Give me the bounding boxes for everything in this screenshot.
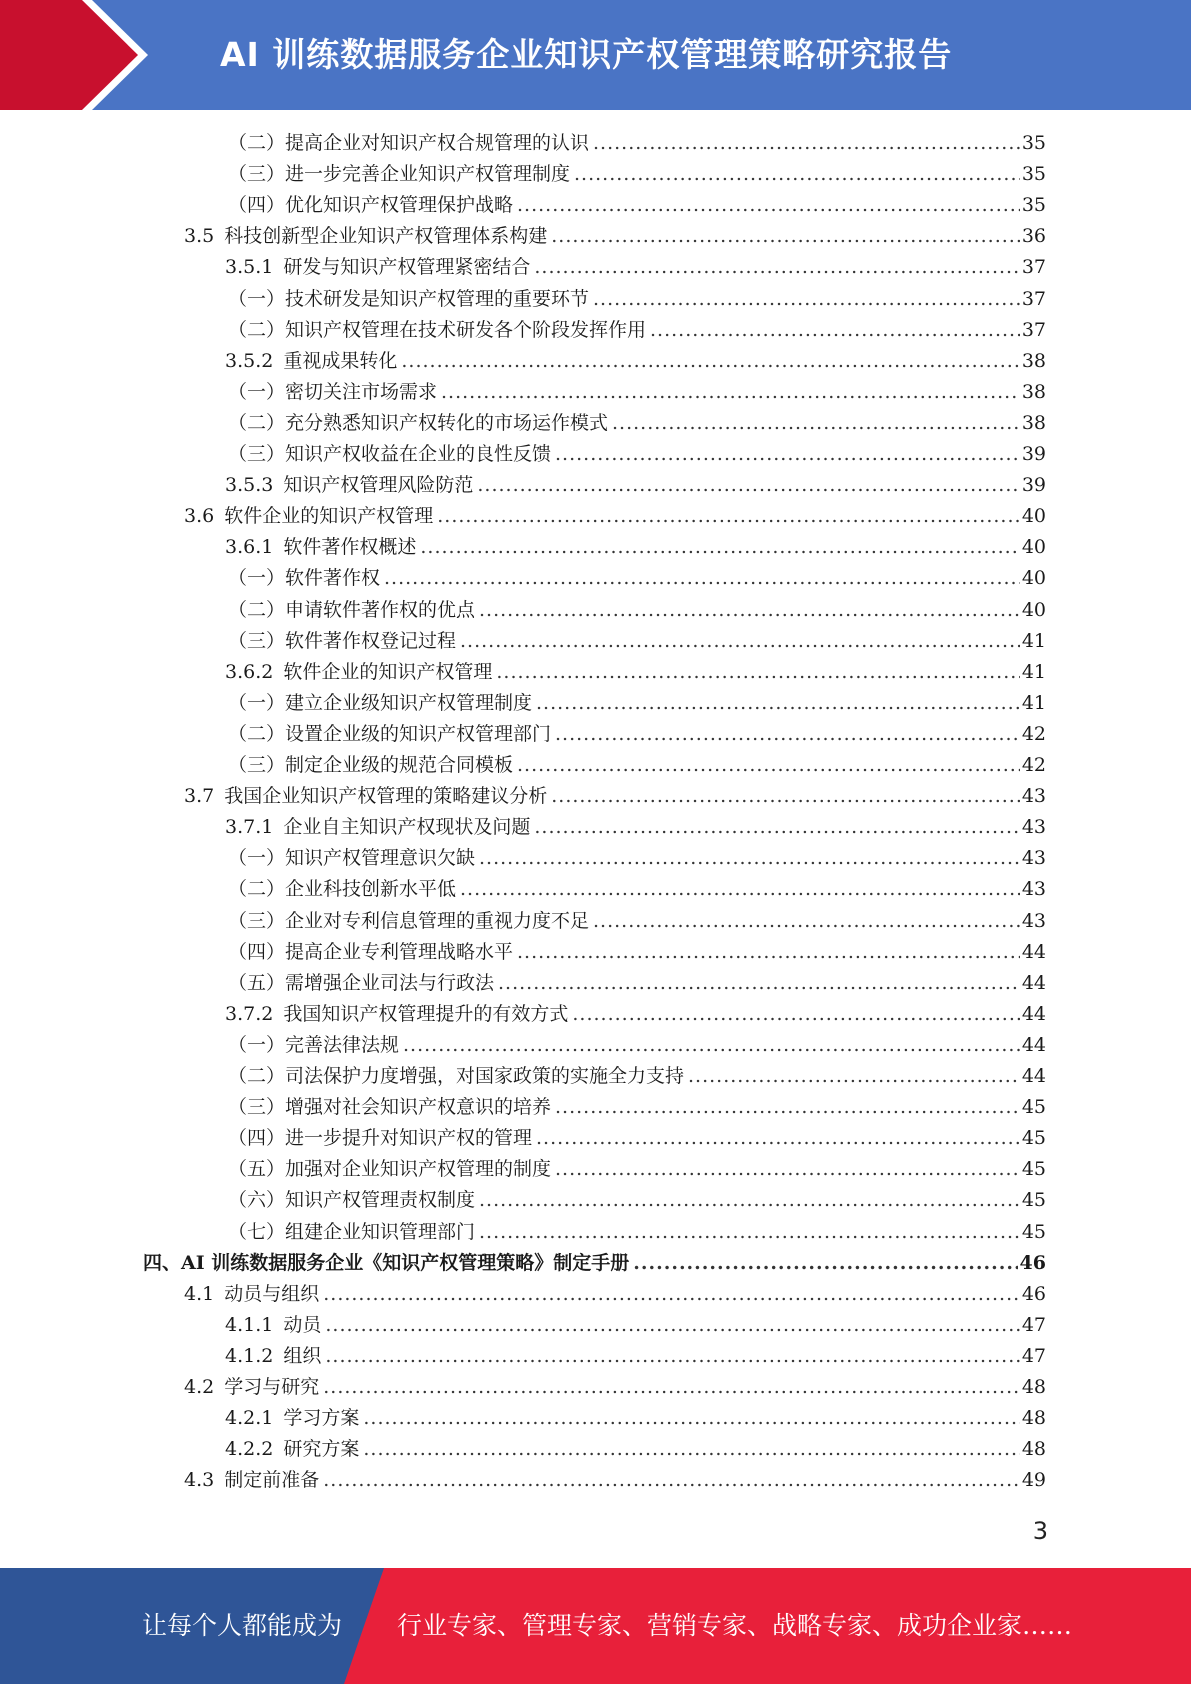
toc-leader-dots xyxy=(574,159,1020,190)
toc-entry-label: 重视成果转化 xyxy=(283,349,398,372)
toc-leader-dots xyxy=(441,377,1020,408)
toc-entry-number: 3.7.1 xyxy=(225,816,274,839)
toc-entry[interactable] xyxy=(184,221,1046,252)
toc-entry[interactable] xyxy=(225,346,1046,377)
toc-entry-page: 45 xyxy=(1021,1189,1046,1212)
toc-entry[interactable] xyxy=(228,688,1046,719)
footer-band xyxy=(0,1568,1191,1684)
toc-entry[interactable] xyxy=(228,874,1046,905)
toc-leader-dots xyxy=(517,937,1020,968)
toc-entry[interactable] xyxy=(228,843,1046,874)
toc-entry[interactable] xyxy=(228,1092,1046,1123)
toc-leader-dots xyxy=(593,284,1020,315)
toc-leader-dots xyxy=(323,1465,1020,1496)
toc-entry-page: 49 xyxy=(1021,1469,1046,1492)
toc-entry-label: 软件著作权概述 xyxy=(283,536,417,559)
toc-entry-page: 37 xyxy=(1021,256,1046,279)
toc-entry-page: 39 xyxy=(1021,474,1046,497)
toc-entry-label: （三）进一步完善企业知识产权管理制度 xyxy=(228,163,571,186)
toc-entry-number: 3.7.2 xyxy=(225,1002,274,1025)
toc-entry-label: （二）提高企业对知识产权合规管理的认识 xyxy=(228,132,590,154)
toc-leader-dots xyxy=(325,1310,1019,1341)
toc-entry-number: 3.6.2 xyxy=(225,660,274,683)
toc-leader-dots xyxy=(496,657,1019,688)
toc-entry[interactable] xyxy=(184,1279,1046,1310)
toc-entry[interactable] xyxy=(228,1061,1046,1092)
toc-entry-label: 知识产权管理风险防范 xyxy=(283,474,474,497)
toc-entry-label: （二）充分熟悉知识产权转化的市场运作模式 xyxy=(228,411,609,434)
page-number: 3 xyxy=(1032,1517,1048,1545)
toc-leader-dots xyxy=(555,719,1020,750)
toc-entry-page: 43 xyxy=(1021,847,1046,870)
toc-leader-dots xyxy=(363,1434,1019,1465)
toc-entry-label: （二）知识产权管理在技术研发各个阶段发挥作用 xyxy=(228,318,647,341)
toc-entry[interactable] xyxy=(228,315,1046,346)
toc-entry-page: 38 xyxy=(1021,380,1046,403)
toc-entry-page: 36 xyxy=(1021,225,1046,248)
toc-entry[interactable] xyxy=(228,595,1046,626)
toc-entry-label: 动员 xyxy=(283,1313,322,1336)
toc-leader-dots xyxy=(323,1279,1020,1310)
toc-entry[interactable] xyxy=(225,252,1046,283)
toc-entry-label: 企业自主知识产权现状及问题 xyxy=(283,816,531,839)
toc-entry-number: 3.5.1 xyxy=(225,256,274,279)
toc-entry-page: 45 xyxy=(1021,1220,1046,1243)
toc-entry-label: （一）密切关注市场需求 xyxy=(228,380,438,403)
toc-leader-dots xyxy=(555,1092,1020,1123)
toc-leader-dots xyxy=(479,843,1020,874)
toc-entry-label: （一）建立企业级知识产权管理制度 xyxy=(228,691,533,714)
toc-leader-dots xyxy=(401,346,1019,377)
toc-leader-dots xyxy=(551,221,1020,252)
toc-entry[interactable] xyxy=(228,159,1046,190)
toc-leader-dots xyxy=(323,1372,1020,1403)
toc-leader-dots xyxy=(460,626,1020,657)
footer-roles: 行业专家、管理专家、营销专家、战略专家、成功企业家…… xyxy=(397,1611,1073,1640)
toc-entry-label: （四）优化知识产权管理保护战略 xyxy=(228,194,514,217)
toc-entry-label: （二）申请软件著作权的优点 xyxy=(228,598,476,621)
toc-entry[interactable] xyxy=(228,750,1046,781)
toc-entry[interactable] xyxy=(228,1030,1046,1061)
toc-entry[interactable] xyxy=(228,626,1046,657)
toc-entry-number: 3.5.3 xyxy=(225,474,274,497)
header-chevron-icon xyxy=(0,0,160,110)
toc-entry-page: 41 xyxy=(1021,660,1046,683)
toc-entry-page: 47 xyxy=(1021,1344,1046,1367)
toc-entry-label: （三）知识产权收益在企业的良性反馈 xyxy=(228,443,552,465)
toc-entry-page: 45 xyxy=(1021,1158,1046,1181)
toc-leader-dots xyxy=(498,968,1020,999)
toc-entry-page: 44 xyxy=(1021,1002,1046,1025)
toc-entry-page: 46 xyxy=(1021,1282,1046,1305)
toc-entry-label: （二）企业科技创新水平低 xyxy=(228,878,457,901)
toc-leader-dots xyxy=(650,315,1020,346)
toc-entry-label: 科技创新型企业知识产权管理体系构建 xyxy=(224,225,548,248)
toc-entry-label: 软件企业的知识产权管理 xyxy=(224,505,434,528)
toc-entry-page: 35 xyxy=(1021,132,1046,154)
toc-entry-label: （四）提高企业专利管理战略水平 xyxy=(228,940,514,963)
toc-entry-page: 44 xyxy=(1021,971,1046,994)
toc-entry-page: 40 xyxy=(1021,505,1046,528)
toc-entry[interactable] xyxy=(228,190,1046,221)
toc-entry-page: 46 xyxy=(1019,1251,1046,1274)
toc-entry-page: 35 xyxy=(1021,163,1046,186)
toc-entry-page: 41 xyxy=(1021,629,1046,652)
toc-entry-page: 43 xyxy=(1021,909,1046,932)
toc-entry[interactable] xyxy=(228,906,1046,937)
toc-entry-label: 四、AI 训练数据服务企业《知识产权管理策略》制定手册 xyxy=(143,1251,630,1274)
toc-entry-page: 48 xyxy=(1021,1407,1046,1430)
toc-entry[interactable] xyxy=(228,1123,1046,1154)
toc-leader-dots xyxy=(437,501,1020,532)
toc-entry-number: 4.1.2 xyxy=(225,1344,274,1367)
toc-entry[interactable] xyxy=(184,1465,1046,1496)
toc-leader-dots xyxy=(534,812,1019,843)
toc-entry-number: 3.6.1 xyxy=(225,536,274,559)
toc-leader-dots xyxy=(555,1154,1020,1185)
toc-entry-label: （七）组建企业知识管理部门 xyxy=(228,1220,476,1243)
toc-entry[interactable] xyxy=(184,781,1046,812)
toc-entry-label: （一）知识产权管理意识欠缺 xyxy=(228,847,476,870)
toc-entry-number: 4.2 xyxy=(184,1376,215,1398)
toc-entry-page: 41 xyxy=(1021,691,1046,714)
toc-entry[interactable] xyxy=(225,1310,1046,1341)
toc-entry-number: 4.2.2 xyxy=(225,1438,274,1461)
toc-entry[interactable] xyxy=(228,1154,1046,1185)
toc-entry[interactable] xyxy=(228,128,1046,159)
toc-entry-page: 43 xyxy=(1021,878,1046,901)
toc-entry[interactable] xyxy=(228,937,1046,968)
toc-entry-number: 4.3 xyxy=(184,1469,215,1492)
toc-entry-label: （五）加强对企业知识产权管理的制度 xyxy=(228,1158,552,1181)
toc-entry-page: 43 xyxy=(1021,785,1046,808)
toc-entry-number: 4.2.1 xyxy=(225,1407,274,1430)
toc-leader-dots xyxy=(517,190,1020,221)
toc-entry[interactable] xyxy=(143,1248,1046,1279)
toc-entry-page: 48 xyxy=(1021,1376,1046,1398)
toc-entry-page: 44 xyxy=(1021,1033,1046,1056)
toc-entry-number: 3.6 xyxy=(184,505,215,528)
toc-leader-dots xyxy=(534,252,1019,283)
toc-entry[interactable] xyxy=(225,657,1046,688)
toc-entry-page: 45 xyxy=(1021,1127,1046,1150)
toc-entry-page: 43 xyxy=(1021,816,1046,839)
toc-entry[interactable] xyxy=(228,719,1046,750)
toc-entry[interactable] xyxy=(225,1403,1046,1434)
toc-entry-label: 组织 xyxy=(283,1344,322,1367)
toc-entry-page: 48 xyxy=(1021,1438,1046,1461)
toc-leader-dots xyxy=(593,128,1020,159)
toc-entry-page: 40 xyxy=(1021,536,1046,559)
toc-entry-label: （二）设置企业级的知识产权管理部门 xyxy=(228,722,552,745)
toc-entry[interactable] xyxy=(228,968,1046,999)
toc-leader-dots xyxy=(612,408,1020,439)
toc-entry-label: （三）增强对社会知识产权意识的培养 xyxy=(228,1096,552,1119)
toc-entry-label: 我国企业知识产权管理的策略建议分析 xyxy=(224,785,548,808)
toc-entry[interactable] xyxy=(228,563,1046,594)
toc-leader-dots xyxy=(555,439,1020,470)
toc-entry-page: 37 xyxy=(1021,318,1046,341)
toc-entry-number: 4.1.1 xyxy=(225,1313,274,1336)
toc-entry-page: 39 xyxy=(1021,443,1046,465)
toc-entry-label: （六）知识产权管理责权制度 xyxy=(228,1189,476,1212)
toc-leader-dots xyxy=(633,1248,1017,1279)
toc-entry-label: （三）软件著作权登记过程 xyxy=(228,629,457,652)
toc-leader-dots xyxy=(325,1341,1019,1372)
toc-entry-label: （一）完善法律法规 xyxy=(228,1033,400,1056)
toc-leader-dots xyxy=(479,595,1020,626)
toc-leader-dots xyxy=(479,1185,1020,1216)
toc-leader-dots xyxy=(403,1030,1020,1061)
toc-entry-label: （四）进一步提升对知识产权的管理 xyxy=(228,1127,533,1150)
toc-entry-page: 42 xyxy=(1021,722,1046,745)
toc-entry-label: 学习方案 xyxy=(283,1407,360,1430)
toc-leader-dots xyxy=(460,874,1020,905)
toc-entry[interactable] xyxy=(225,470,1046,501)
toc-entry-label: （五）需增强企业司法与行政法 xyxy=(228,971,495,994)
toc-entry-page: 37 xyxy=(1021,287,1046,310)
toc-leader-dots xyxy=(536,688,1020,719)
toc-entry[interactable] xyxy=(225,812,1046,843)
footer-slogan: 让每个人都能成为 xyxy=(142,1611,343,1640)
toc-leader-dots xyxy=(688,1061,1020,1092)
toc-entry[interactable] xyxy=(228,439,1046,470)
toc-entry-label: （三）企业对专利信息管理的重视力度不足 xyxy=(228,909,590,932)
toc-leader-dots xyxy=(479,1217,1020,1248)
toc-entry-page: 45 xyxy=(1021,1096,1046,1119)
toc-entry[interactable] xyxy=(225,532,1046,563)
toc-entry-label: 软件企业的知识产权管理 xyxy=(283,660,493,683)
toc-entry[interactable] xyxy=(184,501,1046,532)
document-title: AI 训练数据服务企业知识产权管理策略研究报告 xyxy=(220,35,953,74)
toc-leader-dots xyxy=(551,781,1020,812)
toc-entry-number: 4.1 xyxy=(184,1282,215,1305)
toc-entry[interactable] xyxy=(228,1185,1046,1216)
toc-entry[interactable] xyxy=(228,408,1046,439)
toc-entry[interactable] xyxy=(225,999,1046,1030)
toc-leader-dots xyxy=(363,1403,1019,1434)
toc-entry-label: 动员与组织 xyxy=(224,1282,320,1305)
toc-entry-label: （一）软件著作权 xyxy=(228,567,381,590)
toc-entry-page: 40 xyxy=(1021,598,1046,621)
toc-entry-page: 42 xyxy=(1021,754,1046,776)
toc-entry-number: 3.5.2 xyxy=(225,349,274,372)
toc-entry-page: 38 xyxy=(1021,411,1046,434)
toc-entry[interactable] xyxy=(225,1341,1046,1372)
toc-entry-label: 研究方案 xyxy=(283,1438,360,1461)
toc-entry-label: 研发与知识产权管理紧密结合 xyxy=(283,256,531,279)
toc-entry[interactable] xyxy=(225,1434,1046,1465)
toc-entry-label: 学习与研究 xyxy=(224,1376,320,1398)
toc-leader-dots xyxy=(572,999,1019,1030)
toc-entry-label: 制定前准备 xyxy=(224,1469,320,1492)
toc-entry-number: 3.7 xyxy=(184,785,215,808)
toc-entry-label: （一）技术研发是知识产权管理的重要环节 xyxy=(228,287,590,310)
toc-entry-page: 38 xyxy=(1021,349,1046,372)
toc-leader-dots xyxy=(420,532,1019,563)
toc-leader-dots xyxy=(517,750,1020,781)
toc-entry-page: 47 xyxy=(1021,1313,1046,1336)
toc-leader-dots xyxy=(477,470,1019,501)
toc-entry[interactable] xyxy=(228,377,1046,408)
toc-entry[interactable] xyxy=(184,1372,1046,1403)
toc-entry-label: 我国知识产权管理提升的有效方式 xyxy=(283,1002,569,1025)
toc-entry-page: 44 xyxy=(1021,940,1046,963)
toc-entry-number: 3.5 xyxy=(184,225,215,248)
toc-leader-dots xyxy=(536,1123,1020,1154)
toc-entry[interactable] xyxy=(228,284,1046,315)
toc-entry-label: （三）制定企业级的规范合同模板 xyxy=(228,754,514,776)
toc-entry-page: 44 xyxy=(1021,1065,1046,1087)
toc-entry-page: 35 xyxy=(1021,194,1046,217)
toc-leader-dots xyxy=(593,906,1020,937)
header-band xyxy=(0,0,1191,110)
toc-entry-label: （二）司法保护力度增强，对国家政策的实施全力支持 xyxy=(228,1065,685,1087)
toc-entry[interactable] xyxy=(228,1217,1046,1248)
toc-leader-dots xyxy=(384,563,1020,594)
toc-entry-page: 40 xyxy=(1021,567,1046,590)
